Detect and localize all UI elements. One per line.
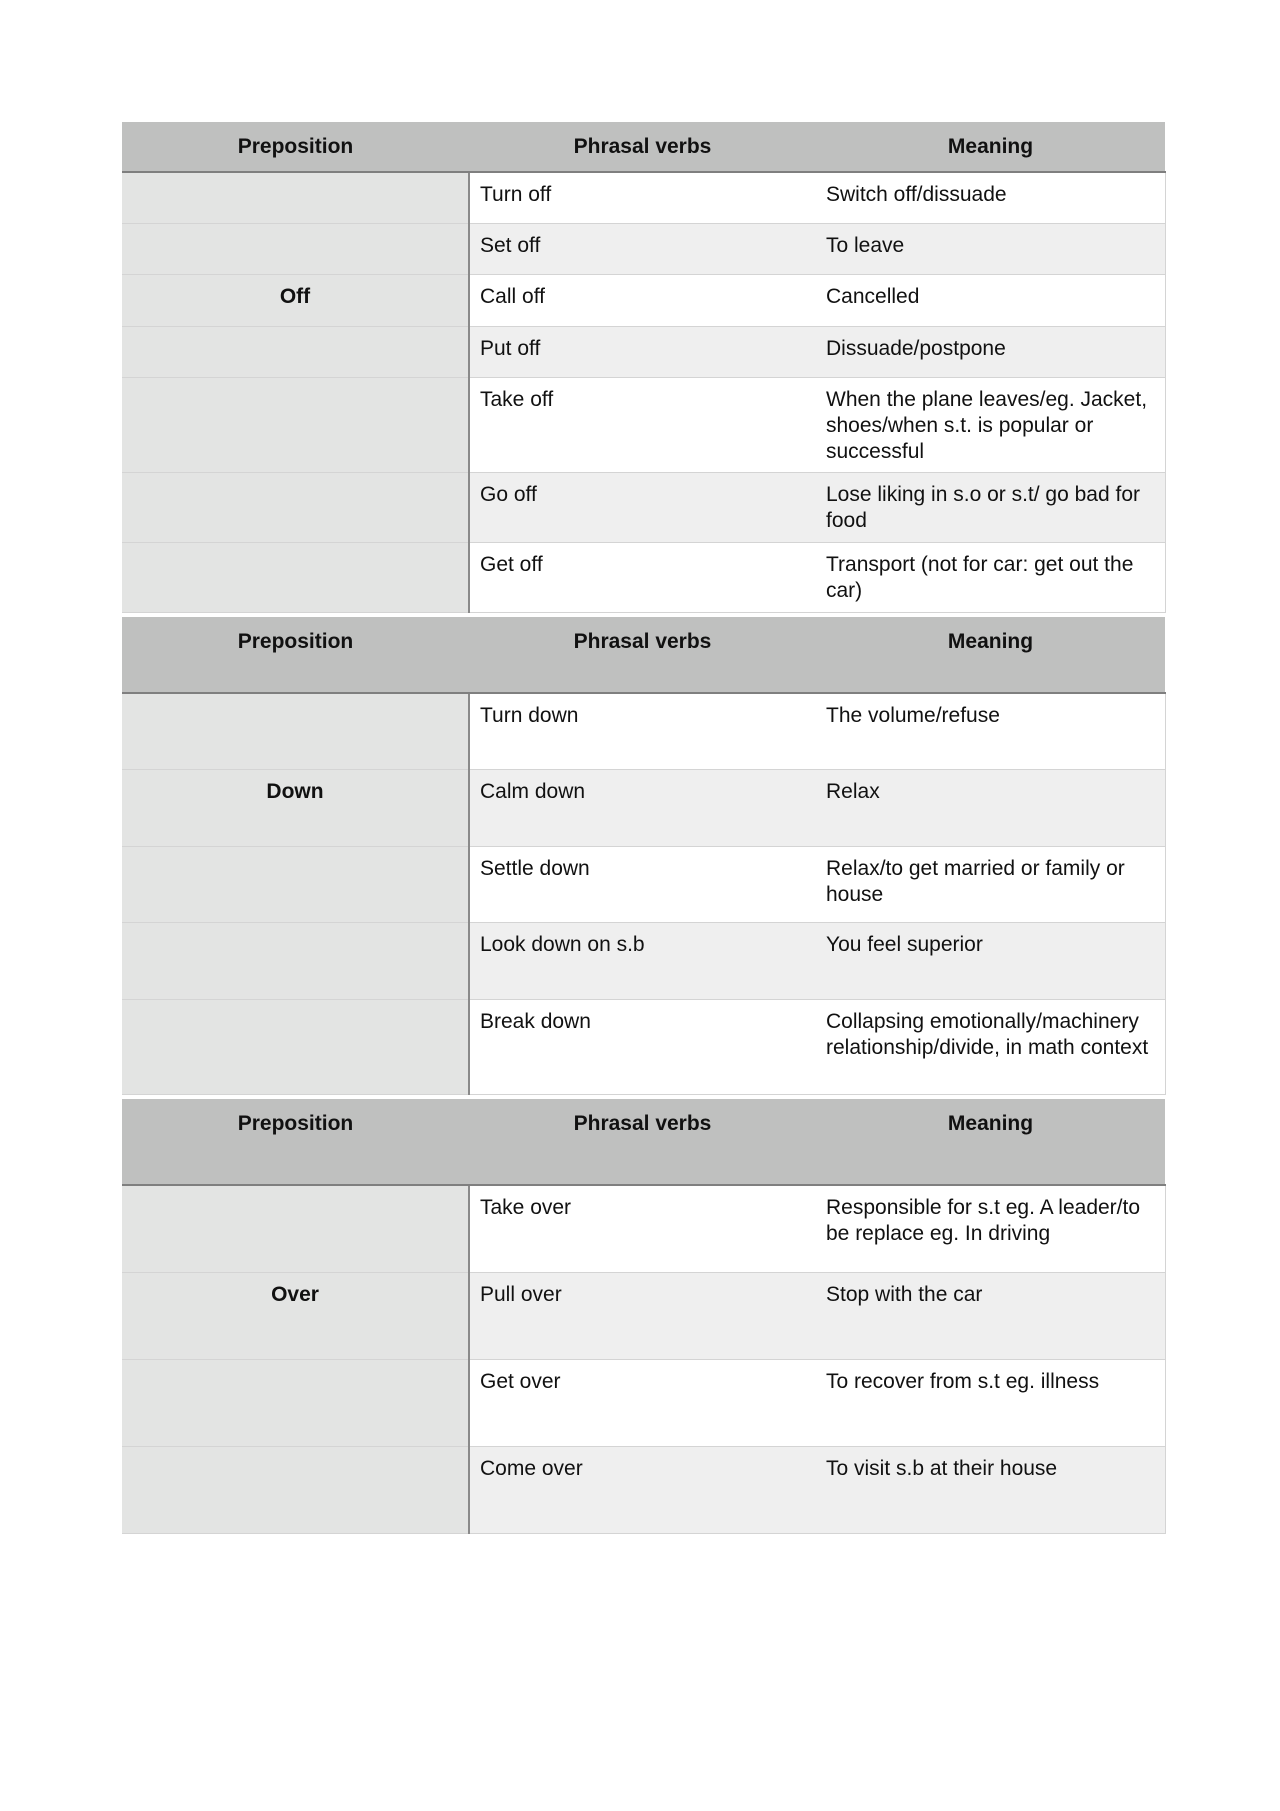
table-row (122, 1185, 1165, 1272)
preposition-cell (122, 693, 469, 770)
meaning-cell: Collapsing emotionally/machinery relationship/divide, in math context (816, 1000, 1165, 1095)
preposition-label: Down (122, 770, 469, 847)
phrasal-verb-cell: Take off (469, 377, 816, 472)
header-phrasal-verbs: Phrasal verbs (469, 122, 816, 172)
table-off (122, 122, 1166, 613)
meaning-cell: Dissuade/postpone (816, 326, 1165, 377)
meaning-cell: Relax (816, 770, 1165, 847)
preposition-cell (122, 542, 469, 612)
table-row (122, 847, 1165, 923)
phrasal-verb-cell: Look down on s.b (469, 923, 816, 1000)
preposition-cell (122, 326, 469, 377)
phrasal-verb-cell: Get off (469, 542, 816, 612)
meaning-cell: You feel superior (816, 923, 1165, 1000)
meaning-cell: Transport (not for car: get out the car) (816, 542, 1165, 612)
meaning-cell: Responsible for s.t eg. A leader/to be replace eg. In driving (816, 1185, 1165, 1272)
table-row (122, 770, 1165, 847)
table-row (122, 1446, 1165, 1533)
table-row (122, 923, 1165, 1000)
table-row (122, 1000, 1165, 1095)
header-preposition: Preposition (122, 1099, 469, 1185)
meaning-cell: To leave (816, 223, 1165, 274)
preposition-label: Over (122, 1272, 469, 1359)
meaning-cell: Lose liking in s.o or s.t/ go bad for food (816, 472, 1165, 542)
preposition-cell (122, 847, 469, 923)
meaning-cell: When the plane leaves/eg. Jacket, shoes/when s.t. is popular or successful (816, 377, 1165, 472)
header-meaning: Meaning (816, 617, 1165, 693)
preposition-cell (122, 377, 469, 472)
table-over (122, 1099, 1166, 1534)
preposition-label: Off (122, 274, 469, 326)
preposition-cell (122, 1446, 469, 1533)
header-meaning: Meaning (816, 122, 1165, 172)
table-header-row (122, 1099, 1165, 1185)
header-preposition: Preposition (122, 122, 469, 172)
header-phrasal-verbs: Phrasal verbs (469, 617, 816, 693)
phrasal-verb-cell: Call off (469, 274, 816, 326)
table-row (122, 377, 1165, 472)
preposition-cell (122, 223, 469, 274)
meaning-cell: The volume/refuse (816, 693, 1165, 770)
table-header-row (122, 122, 1165, 172)
table-header-row (122, 617, 1165, 693)
table-row (122, 1359, 1165, 1446)
table-row (122, 542, 1165, 612)
phrasal-verb-cell: Put off (469, 326, 816, 377)
phrasal-verb-cell: Take over (469, 1185, 816, 1272)
phrasal-verb-cell: Break down (469, 1000, 816, 1095)
table-row (122, 274, 1165, 326)
meaning-cell: Switch off/dissuade (816, 172, 1165, 223)
phrasal-verb-cell: Come over (469, 1446, 816, 1533)
preposition-cell (122, 172, 469, 223)
table-row (122, 326, 1165, 377)
phrasal-verb-cell: Turn off (469, 172, 816, 223)
phrasal-verb-cell: Calm down (469, 770, 816, 847)
phrasal-verbs-document (122, 122, 1165, 1534)
phrasal-verb-cell: Go off (469, 472, 816, 542)
phrasal-verb-cell: Set off (469, 223, 816, 274)
preposition-cell (122, 923, 469, 1000)
preposition-cell (122, 1359, 469, 1446)
table-row (122, 172, 1165, 223)
table-row (122, 1272, 1165, 1359)
table-row (122, 693, 1165, 770)
phrasal-verb-cell: Settle down (469, 847, 816, 923)
preposition-cell (122, 472, 469, 542)
preposition-cell (122, 1000, 469, 1095)
phrasal-verb-cell: Get over (469, 1359, 816, 1446)
preposition-cell (122, 1185, 469, 1272)
phrasal-verb-cell: Turn down (469, 693, 816, 770)
table-row (122, 472, 1165, 542)
header-meaning: Meaning (816, 1099, 1165, 1185)
meaning-cell: To visit s.b at their house (816, 1446, 1165, 1533)
header-preposition: Preposition (122, 617, 469, 693)
meaning-cell: Stop with the car (816, 1272, 1165, 1359)
header-phrasal-verbs: Phrasal verbs (469, 1099, 816, 1185)
table-down (122, 617, 1166, 1096)
table-row (122, 223, 1165, 274)
phrasal-verb-cell: Pull over (469, 1272, 816, 1359)
meaning-cell: To recover from s.t eg. illness (816, 1359, 1165, 1446)
meaning-cell: Relax/to get married or family or house (816, 847, 1165, 923)
meaning-cell: Cancelled (816, 274, 1165, 326)
